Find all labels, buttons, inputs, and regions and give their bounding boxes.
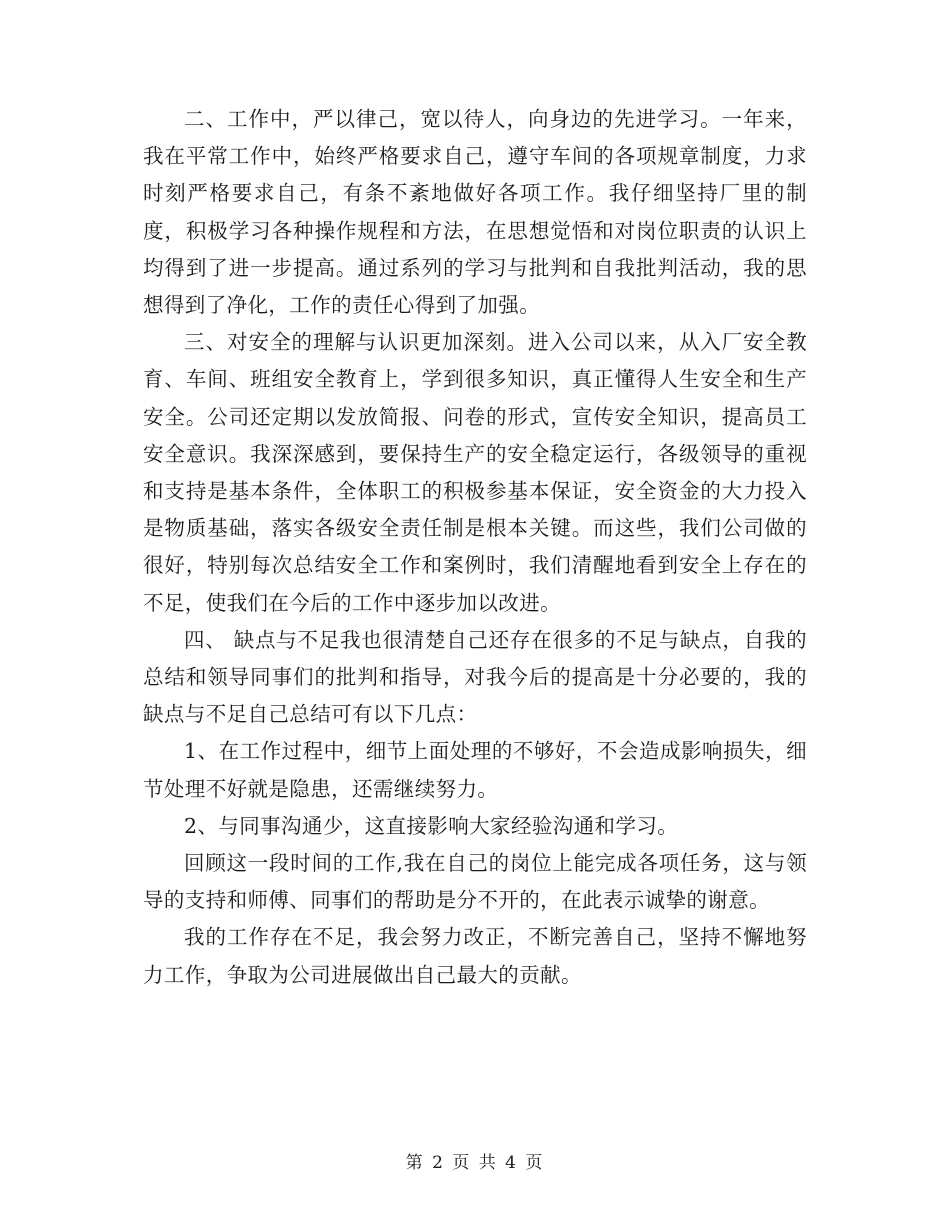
paragraph-conclusion: 我的工作存在不足，我会努力改正，不断完善自己，坚持不懈地努力工作，争取为公司进展做出自己最大的贡献。 <box>143 925 807 987</box>
page-number-footer: 第 2 页 共 4 页 <box>405 1153 545 1173</box>
paragraph-shortcoming-2: 2、与同事沟通少，这直接影响大家经验沟通和学习。 <box>184 813 679 838</box>
paragraph-review: 回顾这一段时间的工作,我在自己的岗位上能完成各项任务，这与领导的支持和师傅、同事们的帮助是分不开的，在此表示诚挚的谢意。 <box>143 851 807 913</box>
paragraph-shortcoming-1: 1、在工作过程中，细节上面处理的不够好，不会造成影响损失，细节处理不好就是隐患，还需继续努力。 <box>143 739 807 801</box>
document-body <box>143 101 807 994</box>
paragraph-shortcomings: 四、 缺点与不足我也很清楚自己还存在很多的不足与缺点，自我的总结和领导同事们的批判和指导，对我今后的提高是十分必要的，我的缺点与不足自己总结可有以下几点： <box>143 627 807 727</box>
paragraph-safety-awareness: 三、对安全的理解与认识更加深刻。进入公司以来，从入厂安全教育、车间、班组安全教育上，学到很多知识，真正懂得人生安全和生产安全。公司还定期以发放简报、问卷的形式，宣传安全知识，提高员工安全意识。我深深感到，要保持生产的安全稳定运行，各级领导的重视和支持是基本条件，全体职工的积极参基本保证，安全资金的大力投入是物质基础，落实各级安全责任制是根本关键。而这些，我们公司做的很好，特别每次总结安全工作和案例时，我们清醒地看到安全上存在的不足，使我们在今后的工作中逐步加以改进。 <box>143 330 807 615</box>
paragraph-work-discipline: 二、工作中，严以律己，宽以待人，向身边的先进学习。一年来，我在平常工作中，始终严格要求自己，遵守车间的各项规章制度，力求时刻严格要求自己，有条不紊地做好各项工作。我仔细坚持厂里的制度，积极学习各种操作规程和方法，在思想觉悟和对岗位职责的认识上均得到了进一步提高。通过系列的学习与批判和自我批判活动，我的思想得到了净化，工作的责任心得到了加强。 <box>143 107 807 318</box>
